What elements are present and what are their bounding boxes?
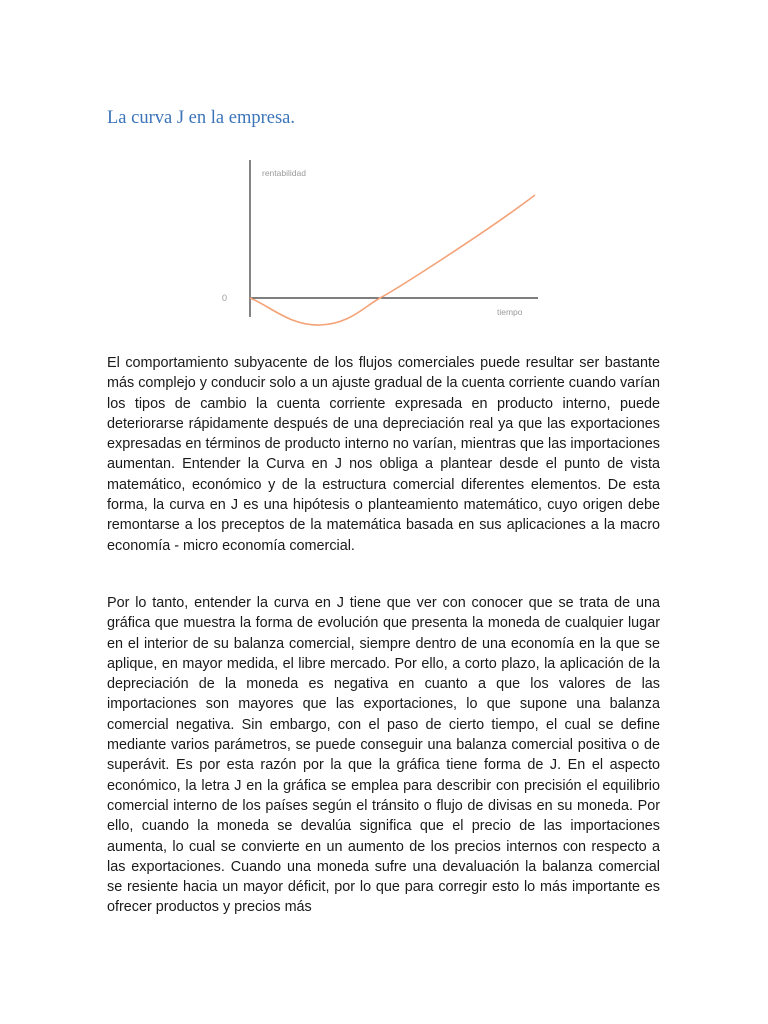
body-paragraph: El comportamiento subyacente de los flujos comerciales puede resultar ser bastante más complejo y conducir solo a un ajuste gradual de la cuenta corriente cuando varían los tipos de cambio la cuenta corriente expresada en producto interno, puede deteriorarse rápidamente después de una depreciación real ya que las exportaciones expresadas en términos de producto interno no varían, mientras que las importaciones aumentan. Entender la Curva en J nos obliga a plantear desde el punto de vista matemático, económico y de la estructura comercial diferentes elementos. De esta forma, la curva en J es una hipótesis o planteamiento matemático, cuyo origen debe remontarse a los preceptos de la matemática basada en sus aplicaciones a la macro economía - micro economía comercial. [107, 355, 660, 554]
x-axis-label: tiempo [497, 307, 523, 317]
j-curve-chart [215, 158, 545, 333]
body-paragraph: Por lo tanto, entender la curva en J tiene que ver con conocer que se trata de una gráfica que muestra la forma de evolución que presenta la moneda de cualquier lugar en el interior de su balanza comercial, siempre dentro de una economía en la que se aplique, en mayor medida, el libre mercado. Por ello, a corto plazo, la aplicación de la depreciación de la moneda es negativa en cuanto a que los valores de las importaciones son mayores que las exportaciones, lo que supone una balanza comercial negativa. Sin embargo, con el paso de cierto tiempo, el cual se define mediante varios parámetros, se puede conseguir una balanza comercial positiva o de superávit. Es por esta razón por la que la gráfica tiene forma de J. En el aspecto económico, la letra J en la gráfica se emplea para describir con precisión el equilibrio comercial interno de los países según el tránsito o flujo de divisas en su moneda. Por ello, cuando la moneda se devalúa significa que el precio de las importaciones aumenta, lo cual se convierte en un aumento de los precios internos con respecto a las exportaciones. Cuando una moneda sufre una devaluación la balanza comercial se resiente hacia un mayor déficit, por lo que para corregir esto lo más importante es ofrecer productos y precios más [107, 595, 660, 916]
y-axis-label: rentabilidad [262, 168, 306, 178]
y-tick-zero: 0 [222, 293, 228, 303]
document-title: La curva J en la empresa. [107, 108, 295, 128]
j-curve-line [250, 195, 535, 325]
